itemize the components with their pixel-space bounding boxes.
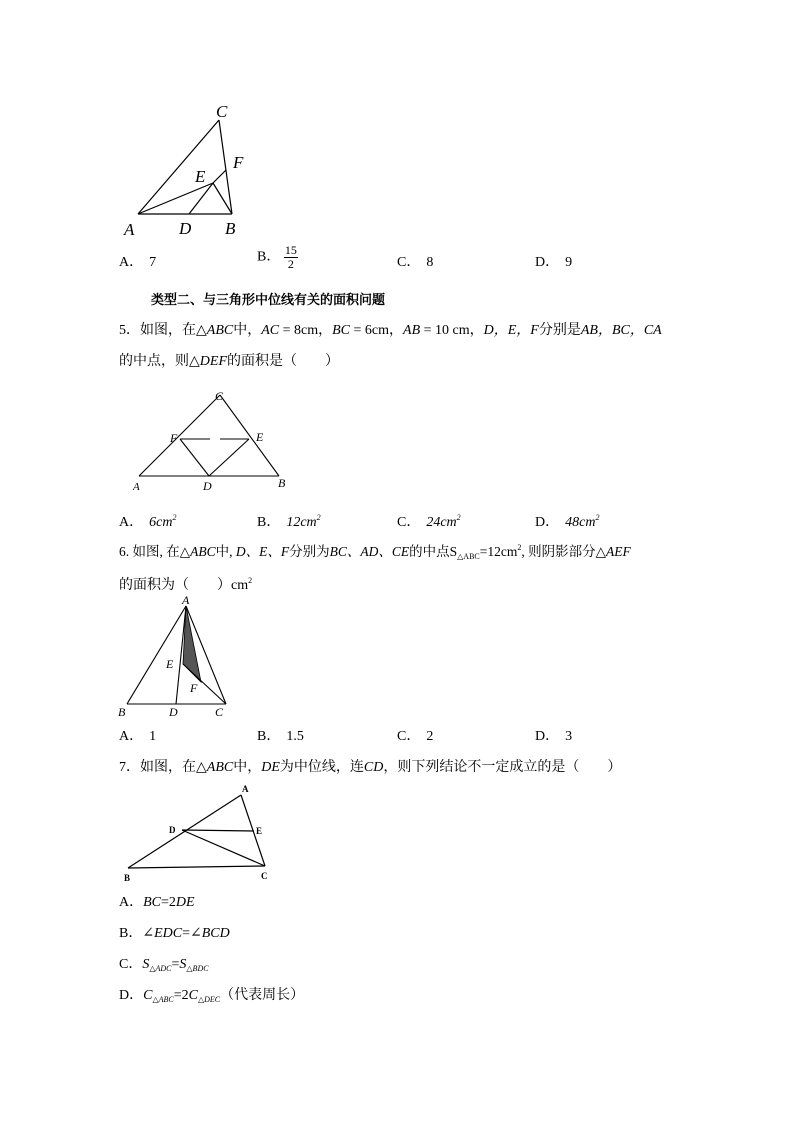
q6-tri2: △ — [595, 544, 607, 559]
q7-option-c-sub1: △ADC — [149, 964, 172, 973]
q5-abc: ABC — [206, 323, 234, 338]
q5-ac: AC — [261, 323, 280, 338]
q5-eq1: = 8cm， — [279, 323, 333, 338]
q6-option-a-letter: A． — [119, 729, 144, 744]
q6-line2-sq: 2 — [248, 576, 253, 585]
q5-option-a-sq: 2 — [172, 513, 177, 522]
q5-label-f: F — [170, 431, 178, 445]
q5-option-d-sq: 2 — [595, 513, 600, 522]
q4-option-d-letter: D． — [535, 255, 560, 270]
q4-option-b-letter: B． — [257, 249, 281, 265]
q7-option-d-letter: D． — [119, 988, 144, 1003]
q7-seg-bc — [128, 866, 265, 868]
q4-option-b-fraction — [284, 244, 298, 271]
q5-option-c[interactable] — [397, 509, 461, 532]
q5-option-b[interactable] — [257, 509, 321, 532]
q7-option-a[interactable] — [119, 894, 195, 912]
q5-option-b-value — [286, 515, 320, 530]
q5-option-d-unit: cm — [579, 515, 596, 530]
q7-label-a: A — [242, 784, 249, 794]
q7-option-d-c1: C — [143, 988, 153, 1003]
q5-eq3: = 10 cm， — [420, 323, 484, 338]
q5-option-c-value — [426, 515, 460, 530]
q7-option-d-sub1: △ABC — [152, 995, 174, 1004]
q7-de: DE — [261, 760, 280, 775]
q7-option-c-letter: C． — [119, 957, 143, 972]
q6-tri: △ — [179, 544, 191, 559]
q5-option-b-sq: 2 — [316, 513, 321, 522]
q7-text-line1 — [119, 759, 621, 777]
q6-label-a: A — [182, 593, 190, 607]
q5-eq2: = 6cm， — [350, 323, 404, 338]
q5-option-c-unit: cm — [440, 515, 457, 530]
q5-label-d: D — [203, 479, 212, 493]
q5-seg-de — [209, 439, 249, 476]
q5-tri: △ — [196, 323, 207, 338]
section-heading: 类型二、与三角形中位线有关的面积问题 — [151, 293, 386, 308]
q5-figure — [128, 386, 298, 494]
q4-figure — [120, 98, 260, 240]
q6-option-c-value: 2 — [426, 729, 434, 744]
q4-option-a-letter: A． — [119, 255, 144, 270]
q5-line2-a: 的中点，则 — [119, 354, 189, 369]
q4-option-d-value: 9 — [565, 255, 573, 270]
q5-t3: 分别是 — [538, 323, 581, 338]
q7-cd: CD — [363, 760, 384, 775]
q7-label-b: B — [124, 873, 131, 883]
q6-option-c-letter: C． — [397, 729, 421, 744]
q7-seg-de — [182, 830, 254, 831]
q7-label-e: E — [256, 826, 263, 836]
q6-segs: BC、AD、CE — [329, 544, 410, 559]
q7-option-a-lhs: BC — [143, 895, 162, 910]
q5-tri2: △ — [189, 354, 200, 369]
q5-option-d-letter: D． — [535, 515, 560, 530]
q5-label-e: E — [256, 430, 264, 444]
q5-seg-bc — [220, 395, 279, 476]
q4-label-d: D — [179, 219, 192, 238]
q7-option-a-eq: =2 — [161, 895, 176, 910]
q5-ab: AB — [403, 323, 421, 338]
q7-t4: ，则下列结论不一定成立的是（ ） — [383, 760, 622, 775]
q7-t2: 中， — [233, 760, 262, 775]
q5-label-b: B — [278, 476, 286, 490]
q6-option-a-value: 1 — [149, 729, 157, 744]
q4-label-c: C — [216, 102, 228, 121]
q4-option-b-denominator: 2 — [287, 257, 294, 271]
q4-option-b-numerator: 15 — [284, 243, 297, 257]
q5-label-c: C — [215, 389, 224, 403]
q5-option-a-num: 6 — [149, 515, 157, 530]
q5-option-b-letter: B． — [257, 515, 281, 530]
q6-option-d-letter: D． — [535, 729, 560, 744]
q7-option-b-angle1: ∠ — [142, 926, 155, 941]
q5-option-a-value — [149, 515, 176, 530]
q6-abc: ABC — [190, 544, 216, 559]
q6-option-d-value: 3 — [565, 729, 573, 744]
q5-text-line2 — [119, 353, 339, 371]
q4-option-c-value: 8 — [426, 255, 434, 270]
q6-shaded-aef — [183, 606, 201, 682]
q4-option-c[interactable] — [397, 254, 433, 272]
q5-def: DEF — [199, 354, 227, 369]
q7-option-c-s2: S — [179, 957, 187, 972]
q6-option-b[interactable] — [257, 728, 304, 746]
q4-label-f: F — [233, 153, 244, 172]
q4-label-a: A — [124, 220, 135, 239]
q7-option-b-angle2: ∠ — [189, 926, 202, 941]
q4-seg-ef — [213, 170, 226, 183]
q5-option-c-num: 24 — [426, 515, 441, 530]
q5-option-c-letter: C． — [397, 515, 421, 530]
q6-option-d[interactable] — [535, 728, 572, 746]
q4-option-d[interactable] — [535, 254, 572, 272]
q7-figure — [120, 780, 280, 886]
q6-t6: , 则阴影部分 — [521, 544, 596, 559]
q5-option-c-sq: 2 — [456, 513, 461, 522]
q7-option-b-lhs: EDC — [154, 926, 183, 941]
q4-label-b: B — [225, 219, 236, 238]
q7-option-a-letter: A． — [119, 895, 144, 910]
q4-seg-ac — [138, 120, 219, 214]
q6-option-a[interactable] — [119, 728, 156, 746]
q6-label-c: C — [215, 705, 224, 719]
q4-option-c-letter: C． — [397, 255, 421, 270]
q5-seg-ac — [139, 395, 220, 476]
q7-option-d-note: （代表周长） — [220, 988, 305, 1003]
q5-seg-fd — [180, 439, 209, 476]
q4-label-e: E — [195, 167, 206, 186]
q6-figure — [114, 592, 234, 720]
q7-option-d-c2: C — [188, 988, 198, 1003]
q6-t4: 的中点S — [409, 544, 458, 559]
q5-option-b-unit: cm — [300, 515, 317, 530]
q7-option-b-letter: B． — [119, 926, 143, 941]
q5-bc: BC — [332, 323, 351, 338]
q7-option-c[interactable] — [119, 956, 209, 978]
q5-sides: AB，BC，CA — [580, 323, 662, 338]
q7-option-d-sub2: △DEC — [197, 995, 221, 1004]
q5-label-a: A — [133, 481, 140, 493]
q6-t2: 中, — [215, 544, 236, 559]
q6-t1: 如图, 在 — [132, 544, 180, 559]
q7-option-b-rhs: BCD — [201, 926, 230, 941]
q6-option-b-value: 1.5 — [286, 729, 304, 744]
q4-option-b[interactable] — [257, 244, 298, 271]
q7-tri: △ — [196, 760, 207, 775]
q5-option-d-num: 48 — [565, 515, 580, 530]
q5-option-a-unit: cm — [156, 515, 173, 530]
q5-number: 5． — [119, 323, 140, 338]
q6-sub: △ABC — [457, 552, 480, 561]
q6-label-e: E — [166, 657, 174, 671]
q5-line2-b: 的面积是（ ） — [227, 354, 339, 369]
q7-t3: 为中位线，连 — [279, 760, 364, 775]
q7-label-d: D — [169, 825, 176, 835]
q5-option-a[interactable] — [119, 509, 176, 532]
q7-number: 7． — [119, 760, 140, 775]
q5-text-line1 — [119, 322, 662, 340]
q6-line2: 的面积为（ ）cm — [119, 578, 249, 593]
q4-option-a[interactable] — [119, 254, 156, 272]
q6-t3: 分别为 — [289, 544, 330, 559]
q7-option-d-eq: =2 — [173, 988, 189, 1003]
q7-option-b[interactable] — [119, 925, 230, 943]
q6-option-c[interactable] — [397, 728, 433, 746]
q6-label-f: F — [190, 681, 198, 695]
q7-option-c-sub2: △BDC — [186, 964, 209, 973]
q4-seg-eb — [213, 183, 232, 214]
q7-label-c: C — [261, 871, 268, 881]
q6-text-line1 — [119, 539, 631, 566]
q5-t1: 如图，在 — [140, 323, 196, 338]
q5-option-a-letter: A． — [119, 515, 144, 530]
q7-option-c-eq: = — [171, 957, 180, 972]
q6-def: D、E、F — [235, 544, 290, 559]
q6-aef: AEF — [606, 544, 631, 559]
q4-seg-bc — [219, 120, 232, 214]
q5-t2: 中， — [233, 323, 262, 338]
q4-option-a-value: 7 — [149, 255, 157, 270]
q6-label-b: B — [118, 705, 126, 719]
q7-option-d[interactable] — [119, 987, 304, 1009]
q7-option-c-s1: S — [142, 957, 150, 972]
q6-option-b-letter: B． — [257, 729, 281, 744]
q7-t1: 如图，在 — [140, 760, 196, 775]
q5-option-d-value — [565, 515, 599, 530]
q5-def-list: D，E，F — [483, 323, 539, 338]
q7-option-b-eq: = — [182, 926, 190, 941]
q7-abc: ABC — [206, 760, 234, 775]
q7-seg-dc — [182, 830, 265, 866]
q6-t5: =12cm — [479, 544, 518, 559]
q6-sq: 2 — [517, 543, 522, 552]
q5-option-d[interactable] — [535, 509, 599, 532]
q5-option-b-num: 12 — [286, 515, 301, 530]
q6-number: 6. — [119, 544, 133, 559]
q7-option-a-rhs: DE — [175, 895, 195, 910]
q6-label-d: D — [169, 705, 178, 719]
